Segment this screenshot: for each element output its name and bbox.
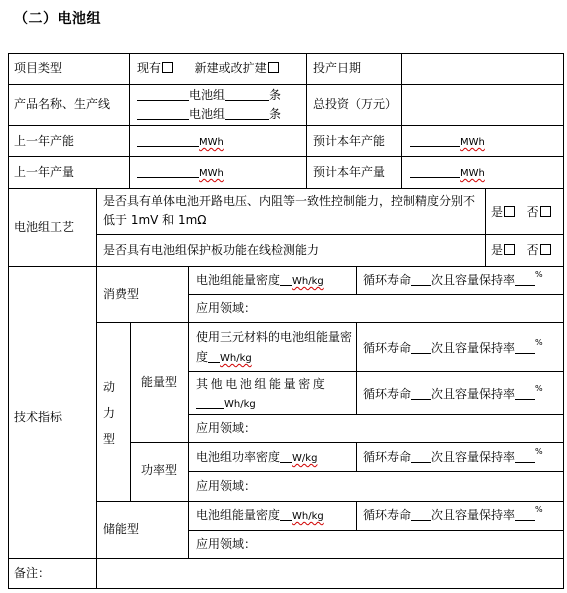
energy-retention-1-blank[interactable] (515, 341, 535, 354)
forecast-output-unit: MWh (460, 168, 485, 179)
project-type-label: 项目类型 (14, 61, 63, 75)
section-title: （二）电池组 (14, 11, 101, 27)
power-cycle (363, 449, 543, 467)
product-line-entry-2 (137, 106, 281, 123)
ternary-density-label: 使用三元材料的电池组能量密度 (196, 330, 353, 364)
ternary-density-unit: Wh/kg (220, 353, 252, 364)
energy-cycle-2-blank[interactable] (411, 387, 431, 400)
col-divider (356, 322, 357, 414)
energy-cycle-2 (363, 386, 543, 404)
power-retention-blank[interactable] (515, 450, 535, 463)
ternary-density (196, 327, 354, 369)
power-density (196, 449, 317, 467)
row-divider (96, 501, 564, 502)
process-question-1: 是否具有单体电池开路电压、内阻等一致性控制能力，控制精度分别不低于 1mV 和 1mΩ (103, 194, 476, 227)
energy-pct-2: % (535, 384, 543, 393)
last-year-output-unit: MWh (199, 168, 224, 179)
project-type-options (137, 60, 279, 77)
storage-density (196, 507, 324, 525)
consumer-type-label: 消费型 (103, 287, 140, 301)
col-divider (356, 501, 357, 530)
forecast-capacity-label: 预计本年产能 (313, 134, 386, 148)
other-density-blank[interactable] (196, 396, 224, 409)
checkbox-new-or-expand[interactable] (268, 62, 279, 73)
consumer-pct: % (535, 270, 543, 279)
checkbox-q1-yes[interactable] (504, 206, 515, 217)
row-divider (130, 442, 564, 443)
checkbox-q1-no[interactable] (540, 206, 551, 217)
production-date-label: 投产日期 (313, 61, 362, 75)
remarks-label: 备注： (14, 566, 51, 580)
q2-no-label: 否 (526, 243, 539, 257)
table-border-bottom (8, 588, 564, 589)
row-divider (96, 234, 564, 235)
power-density-label: 电池组功率密度 (196, 450, 281, 464)
energy-retention-1-label: 次且容量保持率 (431, 341, 516, 355)
tech-indicators-label: 技术指标 (14, 410, 63, 424)
power-type-label (103, 374, 115, 452)
consumer-density-label: 电池组能量密度 (196, 273, 281, 287)
consumer-application: 应用领域： (196, 301, 257, 315)
col-divider (485, 188, 486, 266)
total-investment-label: 总投资（万元） (313, 97, 398, 111)
process-question-2: 是否具有电池组保护板功能在线检测能力 (103, 243, 320, 257)
total-investment-field[interactable] (402, 85, 563, 125)
other-density-label: 其他电池组能量密度 (196, 377, 328, 391)
line2-mid-text: 电池组 (189, 107, 226, 121)
consumer-density-unit: Wh/kg (292, 276, 324, 287)
storage-retention-blank[interactable] (515, 508, 535, 521)
storage-density-blank[interactable] (280, 508, 292, 521)
process-q2-answer (491, 242, 551, 259)
storage-density-unit: Wh/kg (292, 511, 324, 522)
storage-retention-label: 次且容量保持率 (431, 508, 516, 522)
col-divider (356, 442, 357, 471)
row-divider (8, 156, 564, 157)
checkbox-existing[interactable] (162, 62, 173, 73)
option-new-label: 新建或改扩建 (194, 61, 267, 75)
line2-name-blank[interactable] (137, 107, 189, 120)
forecast-capacity-unit: MWh (460, 137, 485, 148)
product-line-entry-1 (137, 87, 281, 104)
last-year-output-value (137, 164, 224, 182)
last-year-capacity-label: 上一年产能 (14, 134, 75, 148)
energy-retention-2-blank[interactable] (515, 387, 535, 400)
energy-cycle-1 (363, 340, 543, 358)
q2-yes-label: 是 (491, 243, 504, 257)
checkbox-q2-yes[interactable] (504, 244, 515, 255)
col-divider (130, 322, 131, 501)
consumer-density (196, 272, 324, 290)
line1-end-text: 条 (269, 88, 282, 102)
consumer-retention-blank[interactable] (515, 273, 535, 286)
storage-cycle-blank[interactable] (411, 508, 431, 521)
power-type-char-3: 型 (103, 432, 116, 446)
power-rate-type-label: 功率型 (141, 463, 178, 477)
row-divider (188, 471, 564, 472)
last-year-capacity-value (137, 133, 224, 151)
row-divider (188, 294, 564, 295)
power-density-unit: W/kg (292, 453, 318, 464)
product-line-label: 产品名称、生产线 (14, 97, 111, 111)
power-cycle-blank[interactable] (411, 450, 431, 463)
row-divider (188, 414, 564, 415)
power-type-char-1: 动 (103, 380, 116, 394)
storage-pct: % (535, 505, 543, 514)
forecast-output-blank[interactable] (410, 165, 460, 178)
storage-cycle-label: 循环寿命 (363, 508, 412, 522)
storage-type-label: 储能型 (103, 522, 140, 536)
last-year-capacity-blank[interactable] (137, 134, 199, 147)
last-year-output-blank[interactable] (137, 165, 199, 178)
power-pct: % (535, 447, 543, 456)
consumer-density-blank[interactable] (280, 273, 292, 286)
process-q1-answer (491, 204, 551, 221)
table-border-right (563, 53, 564, 589)
power-retention-label: 次且容量保持率 (431, 450, 516, 464)
production-date-field[interactable] (402, 54, 563, 84)
col-divider (306, 53, 307, 188)
other-density-unit: Wh/kg (224, 399, 256, 410)
storage-application: 应用领域： (196, 537, 257, 551)
process-label: 电池组工艺 (14, 220, 75, 234)
line2-count-blank[interactable] (225, 107, 269, 120)
table-border-left (8, 53, 9, 589)
power-cycle-label: 循环寿命 (363, 450, 412, 464)
q1-yes-label: 是 (491, 205, 504, 219)
option-existing-label: 现有 (137, 61, 162, 75)
remarks-field[interactable] (97, 559, 563, 588)
energy-type-label: 能量型 (141, 375, 178, 389)
row-divider (8, 188, 564, 189)
ternary-density-blank[interactable] (208, 350, 220, 363)
energy-cycle-1-blank[interactable] (411, 341, 431, 354)
q1-no-label: 否 (526, 205, 539, 219)
line1-name-blank[interactable] (137, 88, 189, 101)
last-year-capacity-unit: MWh (199, 137, 224, 148)
forecast-output-label: 预计本年产量 (313, 165, 386, 179)
energy-cycle-1-label: 循环寿命 (363, 341, 412, 355)
forecast-output-value (410, 164, 485, 182)
power-density-blank[interactable] (280, 450, 292, 463)
forecast-capacity-value (410, 133, 485, 151)
energy-pct-1: % (535, 338, 543, 347)
other-density (196, 375, 354, 414)
energy-cycle-2-label: 循环寿命 (363, 387, 412, 401)
consumer-retention-label: 次且容量保持率 (431, 273, 516, 287)
row-divider (188, 371, 564, 372)
row-divider (96, 322, 564, 323)
storage-cycle (363, 507, 543, 525)
row-divider (188, 530, 564, 531)
consumer-cycle-blank[interactable] (411, 273, 431, 286)
last-year-output-label: 上一年产量 (14, 165, 75, 179)
col-divider (356, 266, 357, 294)
power-application: 应用领域： (196, 479, 257, 493)
line2-end-text: 条 (269, 107, 282, 121)
power-type-char-2: 力 (103, 406, 116, 420)
consumer-cycle-label: 循环寿命 (363, 273, 412, 287)
forecast-capacity-blank[interactable] (410, 134, 460, 147)
checkbox-q2-no[interactable] (540, 244, 551, 255)
col-divider (188, 266, 189, 558)
row-divider (8, 125, 564, 126)
col-divider (129, 53, 130, 188)
col-divider (96, 188, 97, 589)
storage-density-label: 电池组能量密度 (196, 508, 281, 522)
energy-retention-2-label: 次且容量保持率 (431, 387, 516, 401)
energy-application: 应用领域： (196, 421, 257, 435)
row-divider (8, 266, 564, 267)
consumer-cycle (363, 272, 543, 290)
line1-mid-text: 电池组 (189, 88, 226, 102)
line1-count-blank[interactable] (225, 88, 269, 101)
